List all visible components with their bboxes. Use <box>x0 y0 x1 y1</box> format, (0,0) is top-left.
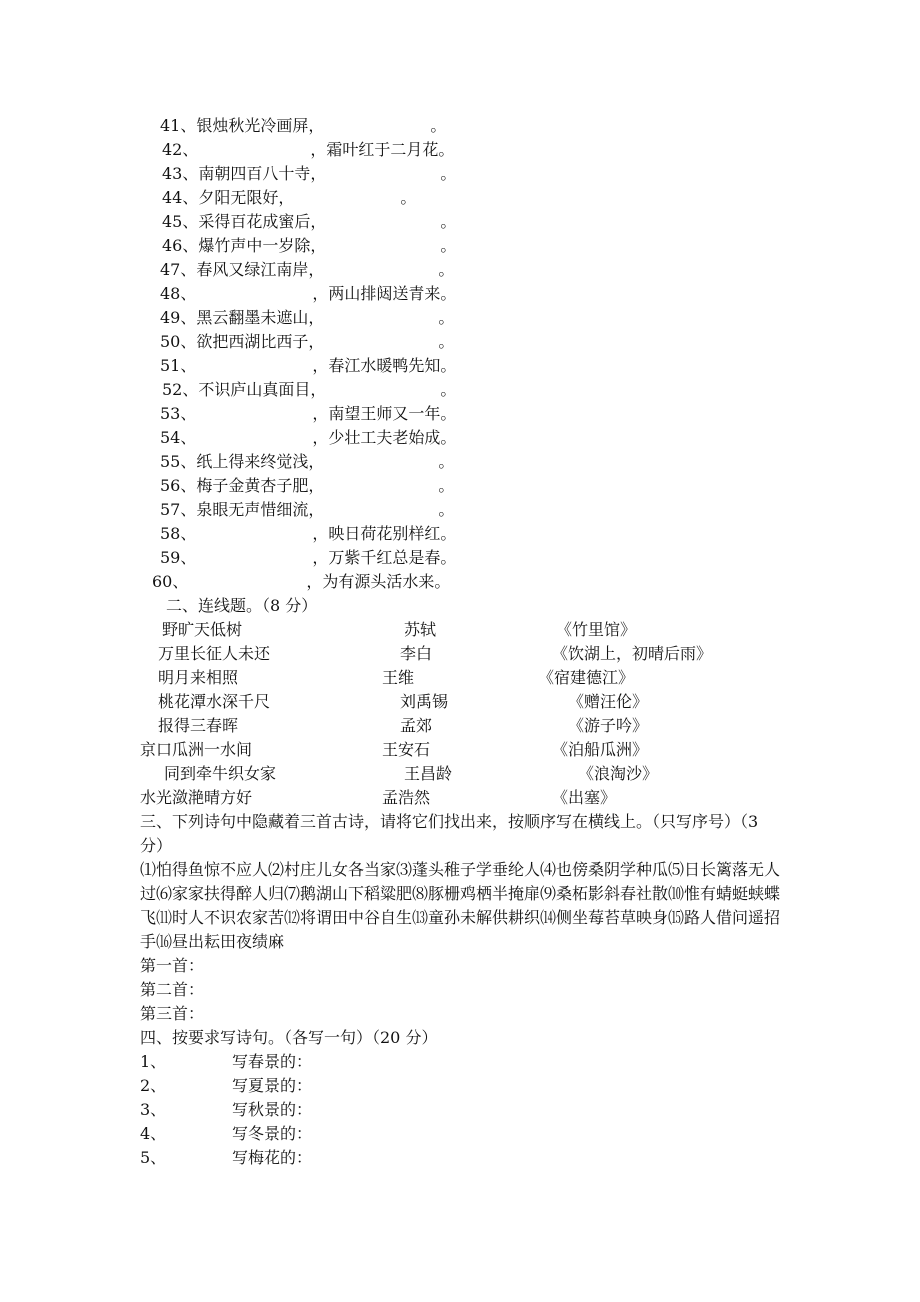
write-item-2: 2、 写夏景的： <box>140 1076 313 1095</box>
fill-item-41: 41、银烛秋光冷画屏， 。 <box>160 116 447 135</box>
fill-item-47: 47、春风又绿江南岸， 。 <box>160 260 455 279</box>
fill-item-44: 44、夕阳无限好， 。 <box>162 188 417 207</box>
section2-heading: 二、连线题。（8 分） <box>166 596 318 615</box>
fill-item-55: 55、纸上得来终觉浅， 。 <box>160 452 455 471</box>
write-item-4: 4、 写冬景的： <box>140 1124 313 1143</box>
fill-item-52: 52、不识庐山真面目， 。 <box>162 380 457 399</box>
match-author-8: 孟浩然 <box>382 788 431 807</box>
match-title-8: 《出塞》 <box>552 788 617 807</box>
match-line-7: 同到牵牛织女家 <box>164 764 277 783</box>
fill-item-43: 43、南朝四百八十寺， 。 <box>162 164 457 183</box>
match-author-1: 苏轼 <box>404 620 437 639</box>
match-title-2: 《饮湖上，初晴后雨》 <box>552 644 713 663</box>
match-title-6: 《泊船瓜洲》 <box>552 740 649 759</box>
fill-item-54: 54、 ，少壮工夫老始成。 <box>160 428 457 447</box>
answer-line-3: 第三首： <box>140 1004 205 1023</box>
match-line-6: 京口瓜洲一水间 <box>140 740 253 759</box>
fill-item-49: 49、黑云翻墨未遮山， 。 <box>160 308 455 327</box>
section3-heading: 三、下列诗句中隐藏着三首古诗，请将它们找出来，按顺序写在横线上。（只写序号）（3 分） <box>140 812 759 855</box>
write-item-3: 3、 写秋景的： <box>140 1100 313 1119</box>
match-line-2: 万里长征人未还 <box>158 644 271 663</box>
fill-item-50: 50、欲把西湖比西子， 。 <box>160 332 455 351</box>
write-item-1: 1、 写春景的： <box>140 1052 313 1071</box>
match-title-1: 《竹里馆》 <box>556 620 637 639</box>
fill-item-45: 45、采得百花成蜜后， 。 <box>162 212 457 231</box>
match-line-8: 水光潋滟晴方好 <box>140 788 253 807</box>
write-item-5: 5、 写梅花的： <box>140 1148 313 1167</box>
match-author-2: 李白 <box>400 644 433 663</box>
match-author-4: 刘禹锡 <box>400 692 449 711</box>
match-title-5: 《游子吟》 <box>568 716 649 735</box>
fill-item-53: 53、 ，南望王师又一年。 <box>160 404 457 423</box>
section3-passage: ⑴怕得鱼惊不应人⑵村庄儿女各当家⑶蓬头稚子学垂纶人⑷也傍桑阴学种瓜⑸日长篱落无人过⑹家家扶得醉人归⑺鹅湖山下稻粱肥⑻豚栅鸡栖半掩扉⑼桑柘影斜春社散⑽惟有蜻蜓蛱蝶飞⑾时人不识农家苦⑿将谓田中谷自生⒀童孙未解供耕织⒁侧坐莓苔草映身⒂路人借问遥招手⒃昼出耘田夜绩麻 <box>140 860 781 951</box>
match-line-3: 明月来相照 <box>158 668 239 687</box>
match-line-4: 桃花潭水深千尺 <box>158 692 271 711</box>
answer-line-2: 第二首： <box>140 980 205 999</box>
fill-item-58: 58、 ，映日荷花别样红。 <box>160 524 457 543</box>
fill-item-51: 51、 ，春江水暖鸭先知。 <box>160 356 457 375</box>
fill-item-48: 48、 ，两山排闼送青来。 <box>160 284 457 303</box>
fill-item-60: 60、 ，为有源头活水来。 <box>152 572 451 591</box>
fill-item-59: 59、 ，万紫千红总是春。 <box>160 548 457 567</box>
match-line-5: 报得三春晖 <box>158 716 239 735</box>
fill-item-57: 57、泉眼无声惜细流， 。 <box>160 500 455 519</box>
match-line-1: 野旷天低树 <box>162 620 243 639</box>
fill-item-46: 46、爆竹声中一岁除， 。 <box>162 236 457 255</box>
match-author-6: 王安石 <box>382 740 431 759</box>
section4-heading: 四、按要求写诗句。（各写一句）（20 分） <box>140 1028 438 1047</box>
answer-line-1: 第一首： <box>140 956 205 975</box>
fill-item-56: 56、梅子金黄杏子肥， 。 <box>160 476 455 495</box>
match-title-7: 《浪淘沙》 <box>578 764 659 783</box>
match-author-5: 孟郊 <box>400 716 433 735</box>
match-title-4: 《赠汪伦》 <box>568 692 649 711</box>
match-author-3: 王维 <box>382 668 415 687</box>
match-author-7: 王昌龄 <box>404 764 453 783</box>
match-title-3: 《宿建德江》 <box>538 668 635 687</box>
fill-item-42: 42、 ，霜叶红于二月花。 <box>162 140 455 159</box>
